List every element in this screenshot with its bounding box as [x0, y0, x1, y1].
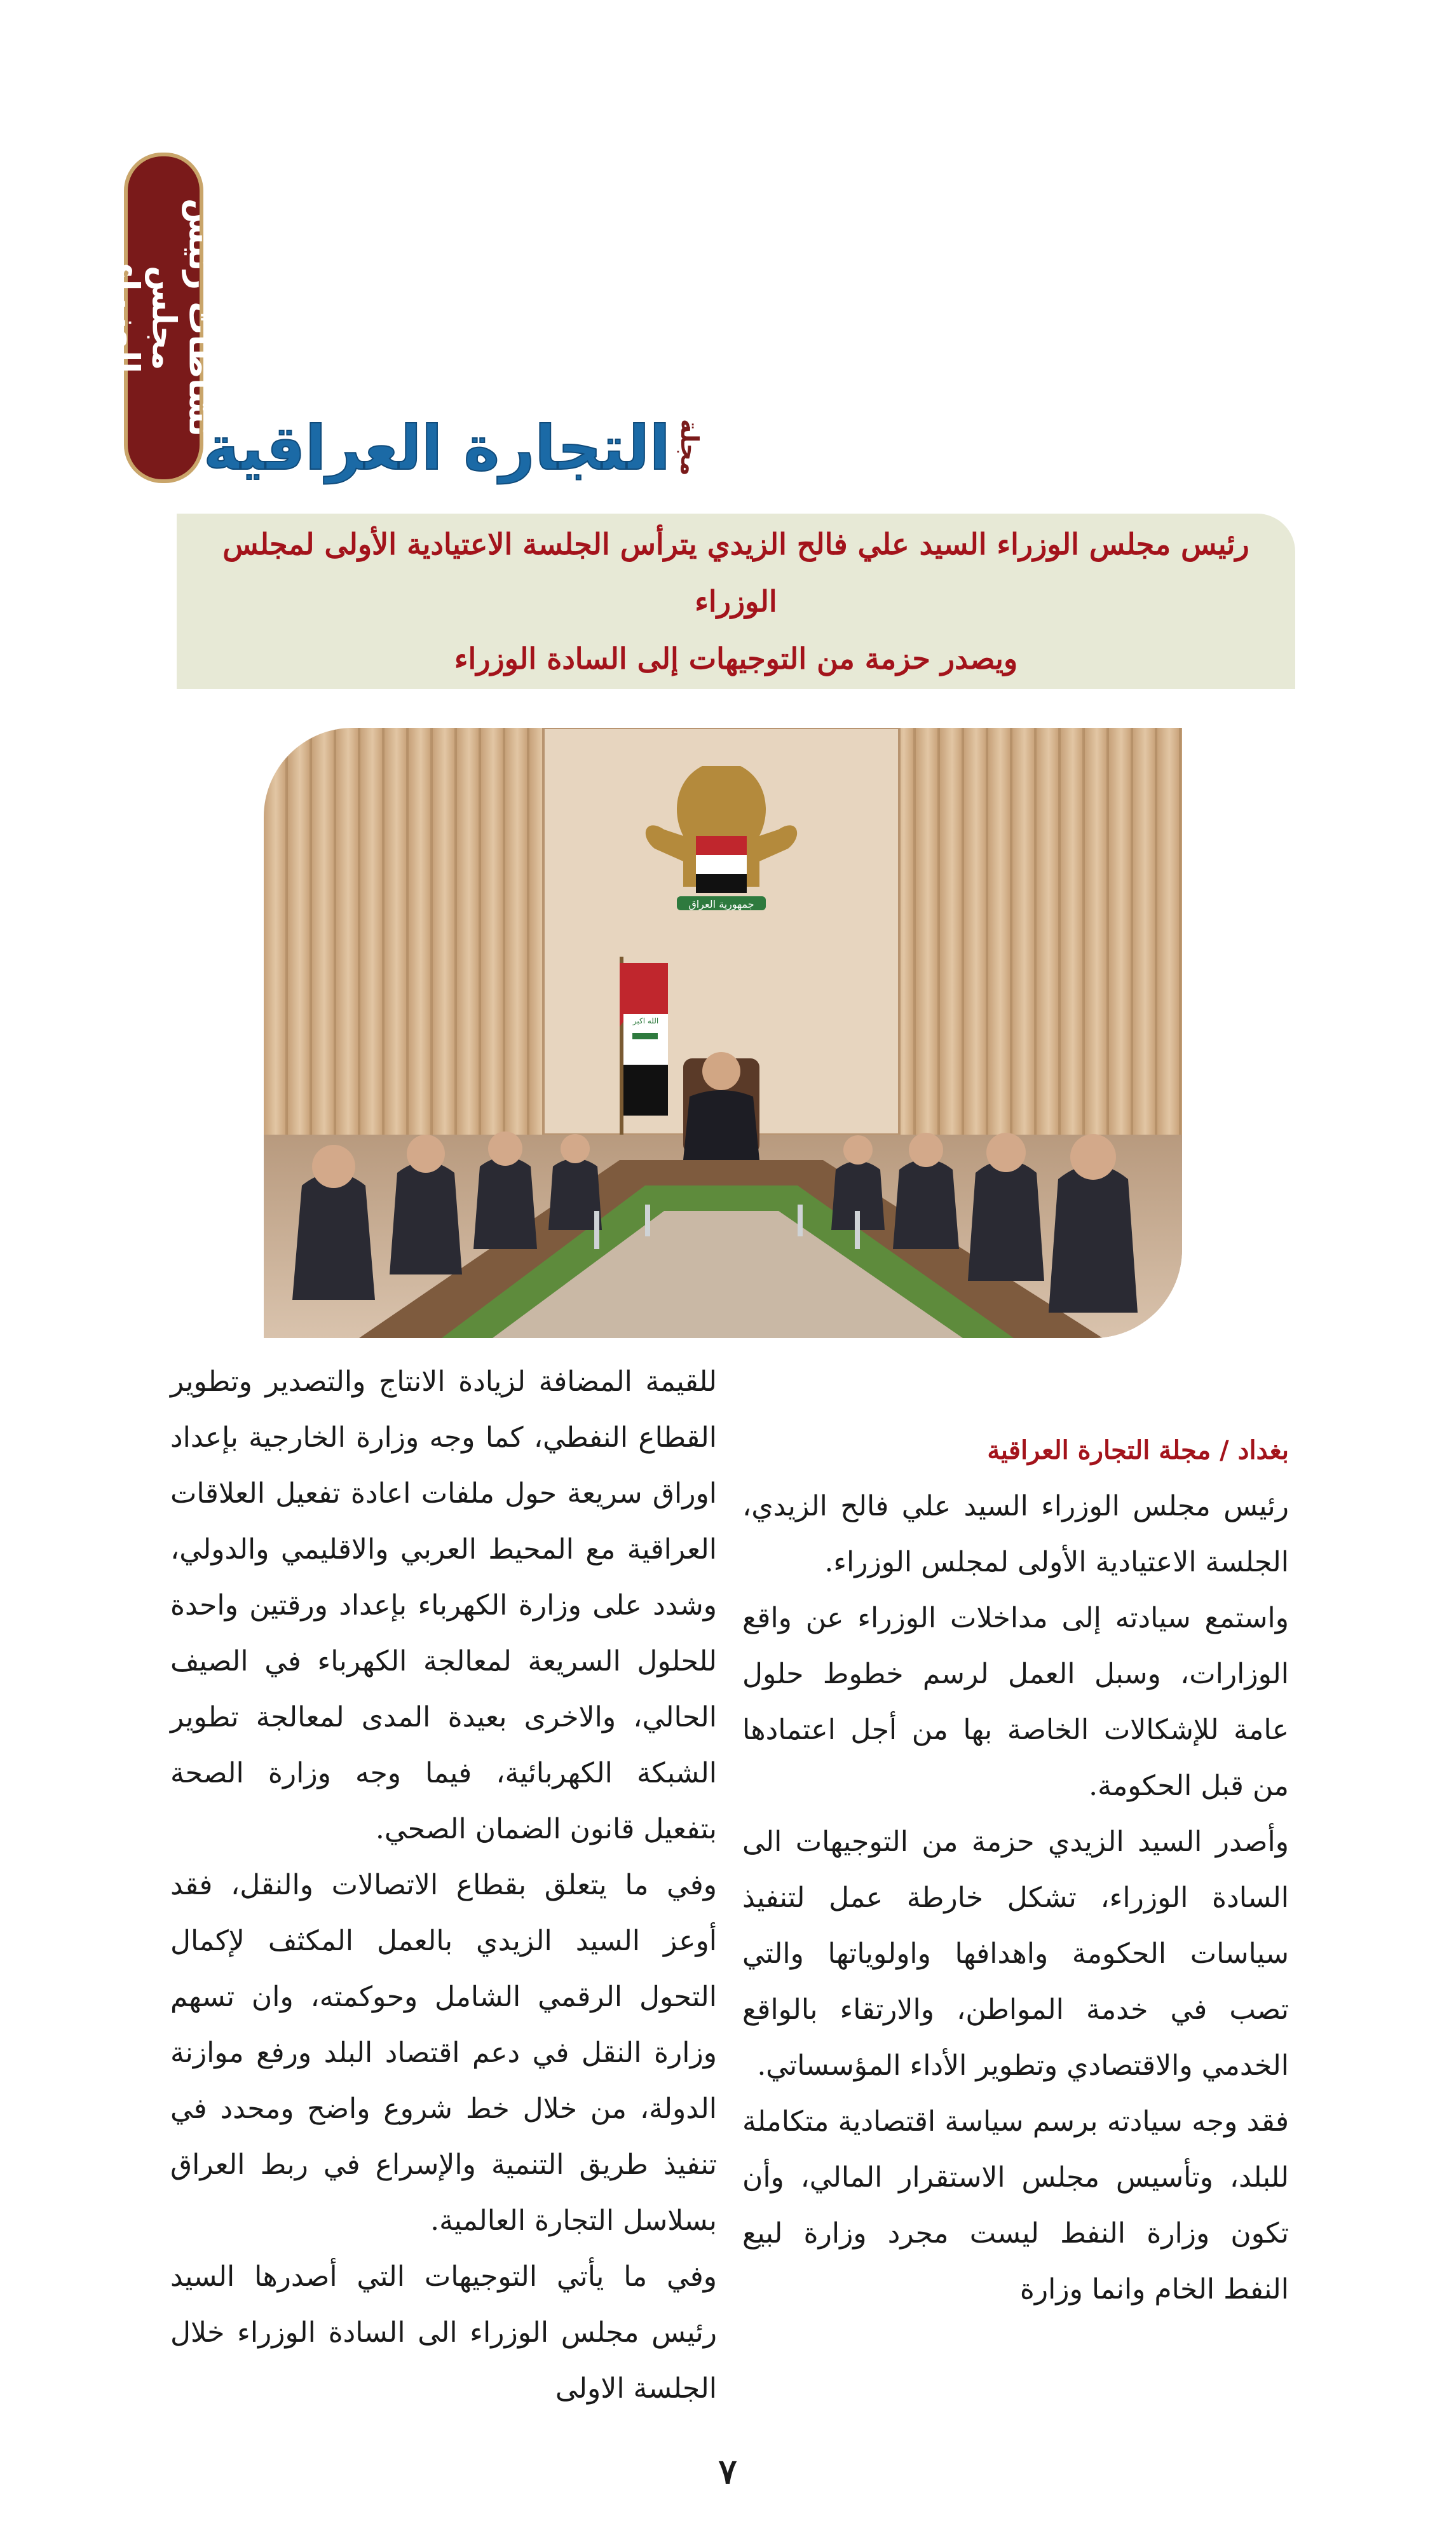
- magazine-logo: [203, 400, 702, 483]
- headline-line-1: رئيس مجلس الوزراء السيد علي فالح الزيدي يترأس الجلسة الاعتيادية الأولى لمجلس الوزراء: [222, 527, 1249, 618]
- article-paragraph: للقيمة المضافة لزيادة الانتاج والتصدير وتطوير القطاع النفطي، كما وجه وزارة الخارجية بإعداد اوراق سريعة حول ملفات اعادة تفعيل العلاقات العراقية مع المحيط العربي والاقليمي والدولي، وشدد على وزارة الكهرباء بإعداد ورقتين واحدة للحلول السريعة لمعالجة الكهرباء في الصيف الحالي، والاخرى بعيدة المدى لمعالجة تطوير الشبكة الكهربائية، فيما وجه وزارة الصحة بتفعيل قانون الضمان الصحي.: [170, 1365, 717, 1845]
- article-paragraph: رئيس مجلس الوزراء السيد علي فالح الزيدي، الجلسة الاعتيادية الأولى لمجلس الوزراء.: [742, 1490, 1289, 1578]
- headline-box: [177, 514, 1295, 689]
- meeting-photo: [264, 728, 1182, 1338]
- flag-caption: الله اكبر: [632, 1016, 659, 1025]
- logo-small-text: مجلة: [675, 418, 704, 475]
- section-tab-label: نشاطات رئيس مجلس الوزراء: [107, 198, 220, 437]
- section-tab: [107, 153, 220, 483]
- article-paragraph: واستمع سيادته إلى مداخلات الوزراء عن واقع الوزارات، وسبل العمل لرسم خطوط حلول عامة للإشكالات الخاصة بها من أجل اعتمادها من قبل الحكومة.: [742, 1602, 1289, 1802]
- article-paragraph: وفي ما يأتي التوجيهات التي أصدرها السيد رئيس مجلس الوزراء الى السادة الوزراء خلال الجلسة الاولى: [170, 2260, 717, 2405]
- article-paragraph: فقد وجه سيادته برسم سياسة اقتصادية متكاملة للبلد، وتأسيس مجلس الاستقرار المالي، وأن تكون وزارة النفط ليست مجرد وزارة لبيع النفط الخام وانما وزارة: [742, 2105, 1289, 2306]
- meeting-photo-illustration: [264, 728, 1182, 1338]
- article-paragraph: وأصدر السيد الزيدي حزمة من التوجيهات الى السادة الوزراء، تشكل خارطة عمل لتنفيذ سياسات الحكومة واهدافها واولوياتها والتي تصب في خدمة المواطن، والارتقاء بالواقع الخدمي والاقتصادي وتطوير الأداء المؤسساتي.: [742, 1826, 1289, 2082]
- logo-main-text: التجارة العراقية: [203, 413, 670, 484]
- article-column-left: [170, 1354, 717, 2417]
- article-paragraph: وفي ما يتعلق بقطاع الاتصالات والنقل، فقد أوعز السيد الزيدي بالعمل المكثف لإكمال التحول الرقمي الشامل وحوكمته، وان تسهم وزارة النقل في دعم اقتصاد البلد ورفع موازنة الدولة، من خلال خط شروع واضح ومحدد في تنفيذ طريق التنمية والإسراع في ربط العراق بسلاسل التجارة العالمية.: [170, 1869, 717, 2237]
- article-column-right: [742, 1423, 1289, 2318]
- page-number: ٧: [718, 2451, 737, 2492]
- emblem-caption: جمهورية العراق: [688, 898, 754, 910]
- article-byline: بغداد / مجلة التجارة العراقية: [987, 1435, 1289, 1465]
- headline-line-2: ويصدر حزمة من التوجيهات إلى السادة الوزراء: [454, 641, 1018, 676]
